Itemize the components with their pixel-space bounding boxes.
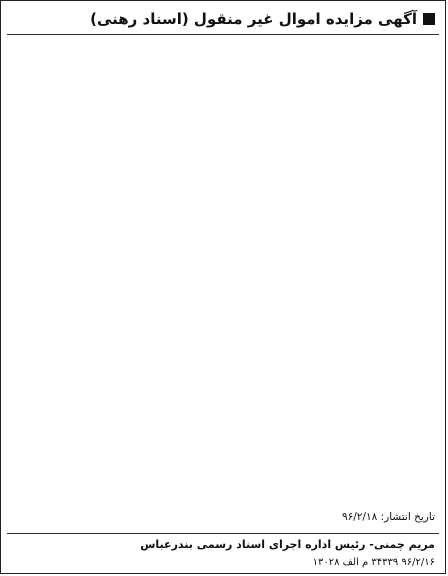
notice-header — [7, 5, 439, 33]
title-divider — [7, 34, 439, 35]
footer-divider — [7, 533, 439, 534]
signature-line: مریم چمنی- رئیس اداره اجرای اسناد رسمی بندرعباس — [140, 538, 435, 551]
notice-title: آگهی مزایده اموال غیر منقول (اسناد رهنی) — [90, 10, 417, 28]
notice-body — [11, 41, 435, 461]
title-bullet-icon — [423, 13, 435, 25]
publish-date: تاریخ انتشار: ۹۶/۲/۱۸ — [341, 511, 435, 523]
reference-line: ۹۶/۲/۱۶ ۳۴۳۳۹ م الف ۱۳۰۲۸ — [312, 557, 435, 568]
